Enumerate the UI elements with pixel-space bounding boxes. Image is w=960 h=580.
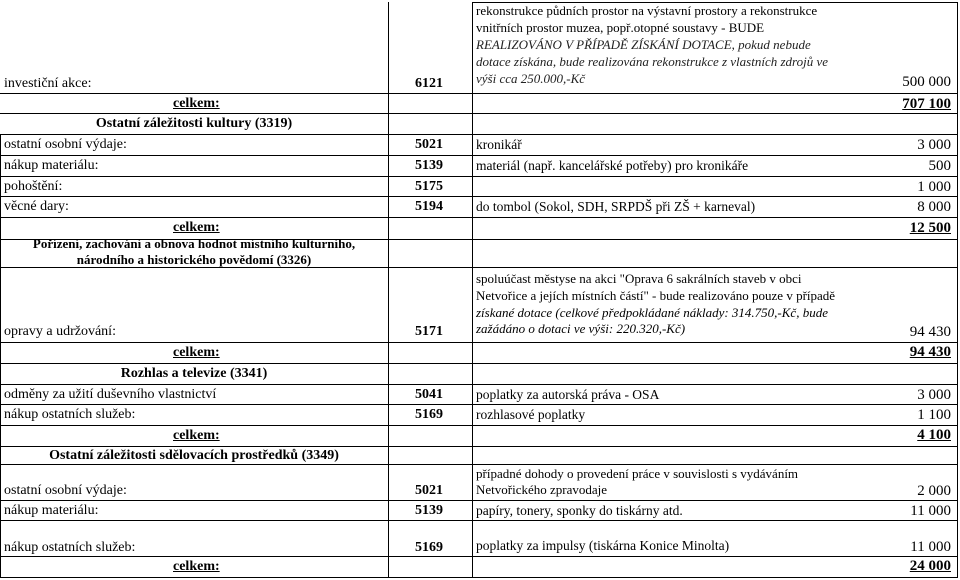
row-line (0, 176, 958, 177)
row-label: nákup ostatních služeb: (4, 407, 136, 422)
row-line (0, 134, 958, 135)
row-desc-line1: spoluúčast městyse na akci "Oprava 6 sakrálních staveb v obci (476, 271, 802, 286)
section-title-3349: Ostatní záležitosti sdělovacích prostředků (3349) (49, 448, 339, 463)
row-code: 5041 (415, 387, 443, 402)
row-label: investiční akce: (4, 76, 92, 91)
subtotal-label: celkem: (173, 428, 220, 443)
subtotal-amount: 12 500 (909, 220, 951, 236)
col-divider-left (0, 134, 1, 578)
row-amount: 8 000 (917, 199, 951, 215)
section-title-3326-line2: národního a historického povědomí (3326) (76, 252, 312, 267)
row-label: ostatní osobní výdaje: (4, 483, 127, 498)
row-code: 5175 (415, 179, 443, 194)
row-line (0, 556, 958, 557)
row-line (0, 342, 958, 343)
row-amount: 1 100 (917, 407, 951, 423)
row-label: pohoštění: (4, 179, 63, 194)
subtotal-amount: 94 430 (909, 344, 951, 360)
row-line (0, 93, 958, 94)
subtotal-amount: 707 100 (902, 96, 951, 112)
row-desc-line4: dotace získána, bude realizována rekonstrukce z vlastních zdrojů ve (476, 54, 829, 69)
row-code: 6121 (415, 76, 443, 91)
section-title-3326-line1: Pořízení, zachování a obnova hodnot místního kulturního, (32, 236, 356, 251)
row-amount: 500 000 (902, 74, 951, 90)
row-desc-line5: výši cca 250.000,-Kč (476, 71, 586, 86)
section-title-3319: Ostatní záležitosti kultury (3319) (95, 116, 293, 131)
row-line (0, 520, 958, 521)
row-desc: kronikář (476, 137, 522, 152)
row-label: nákup materiálu: (4, 158, 99, 173)
row-desc-line4: zažádáno o dotaci ve výši: 220.320,-Kč) (476, 321, 686, 336)
row-code: 5169 (415, 407, 443, 422)
row-amount: 500 (928, 158, 951, 174)
row-desc-line1: případné dohody o provedení práce v souvislosti s vydáváním (476, 466, 799, 481)
row-desc-line3: REALIZOVÁNO V PŘÍPADĚ ZÍSKÁNÍ DOTACE, pokud nebude (476, 37, 811, 52)
subtotal-label: celkem: (173, 220, 220, 235)
col-divider-amount-right (957, 2, 958, 578)
row-amount: 94 430 (909, 324, 951, 340)
row-desc-line2: Netvořického zpravodaje (476, 482, 608, 497)
col-divider-code (388, 2, 389, 578)
subtotal-amount: 4 100 (917, 427, 951, 443)
row-desc-line3: získané dotace (celkové předpokládané náklady: 314.750,-Kč, bude (476, 305, 828, 320)
row-line (0, 446, 958, 447)
row-desc-line2: vnitřních prostor muzea, popř.otopné soustavy - BUDE (476, 20, 765, 35)
subtotal-amount: 24 000 (909, 558, 951, 574)
row-line (0, 363, 958, 364)
row-desc-line1: rekonstrukce půdních prostor na výstavní prostory a rekonstrukce (476, 3, 818, 18)
row-line (0, 113, 958, 114)
col-divider-desc (472, 2, 473, 578)
row-line (0, 196, 958, 197)
row-code: 5021 (415, 483, 443, 498)
row-code: 5169 (415, 540, 443, 555)
row-line (0, 464, 958, 465)
row-amount: 2 000 (917, 483, 951, 499)
row-line (0, 425, 958, 426)
row-line (0, 500, 958, 501)
row-desc: papíry, tonery, sponky do tiskárny atd. (476, 503, 683, 518)
row-line (0, 217, 958, 218)
row-amount: 3 000 (917, 387, 951, 403)
row-code: 5139 (415, 503, 443, 518)
subtotal-label: celkem: (173, 96, 220, 111)
row-desc: materiál (např. kancelářské potřeby) pro kronikáře (476, 158, 749, 173)
row-desc: poplatky za impulsy (tiskárna Konice Minolta) (476, 538, 730, 553)
row-amount: 11 000 (910, 503, 951, 519)
row-label: opravy a udržování: (4, 324, 116, 339)
section-title-3341: Rozhlas a televize (3341) (120, 366, 268, 381)
row-code: 5139 (415, 158, 443, 173)
row-label: věcné dary: (4, 199, 69, 214)
row-label: odměny za užití duševního vlastnictví (4, 387, 217, 402)
row-line (0, 404, 958, 405)
row-label: nákup materiálu: (4, 503, 99, 518)
row-code: 5194 (415, 199, 443, 214)
row-label: nákup ostatních služeb: (4, 540, 136, 555)
row-code: 5171 (415, 324, 443, 339)
row-desc: rozhlasové poplatky (476, 407, 586, 422)
row-line (0, 577, 958, 578)
row-code: 5021 (415, 137, 443, 152)
row-amount: 11 000 (910, 539, 951, 555)
row-desc: poplatky za autorská práva - OSA (476, 387, 660, 402)
row-line (0, 384, 958, 385)
row-label: ostatní osobní výdaje: (4, 137, 127, 152)
row-desc: do tombol (Sokol, SDH, SRPDŠ při ZŠ + karneval) (476, 199, 756, 214)
row-amount: 1 000 (917, 179, 951, 195)
row-desc-line2-text: Netvořice a jejích místních částí" - bude realizováno pouze v případě (476, 288, 836, 303)
subtotal-label: celkem: (173, 559, 220, 574)
row-line (0, 155, 958, 156)
row-amount: 3 000 (917, 137, 951, 153)
subtotal-label: celkem: (173, 345, 220, 360)
row-desc-line2 (476, 288, 835, 304)
